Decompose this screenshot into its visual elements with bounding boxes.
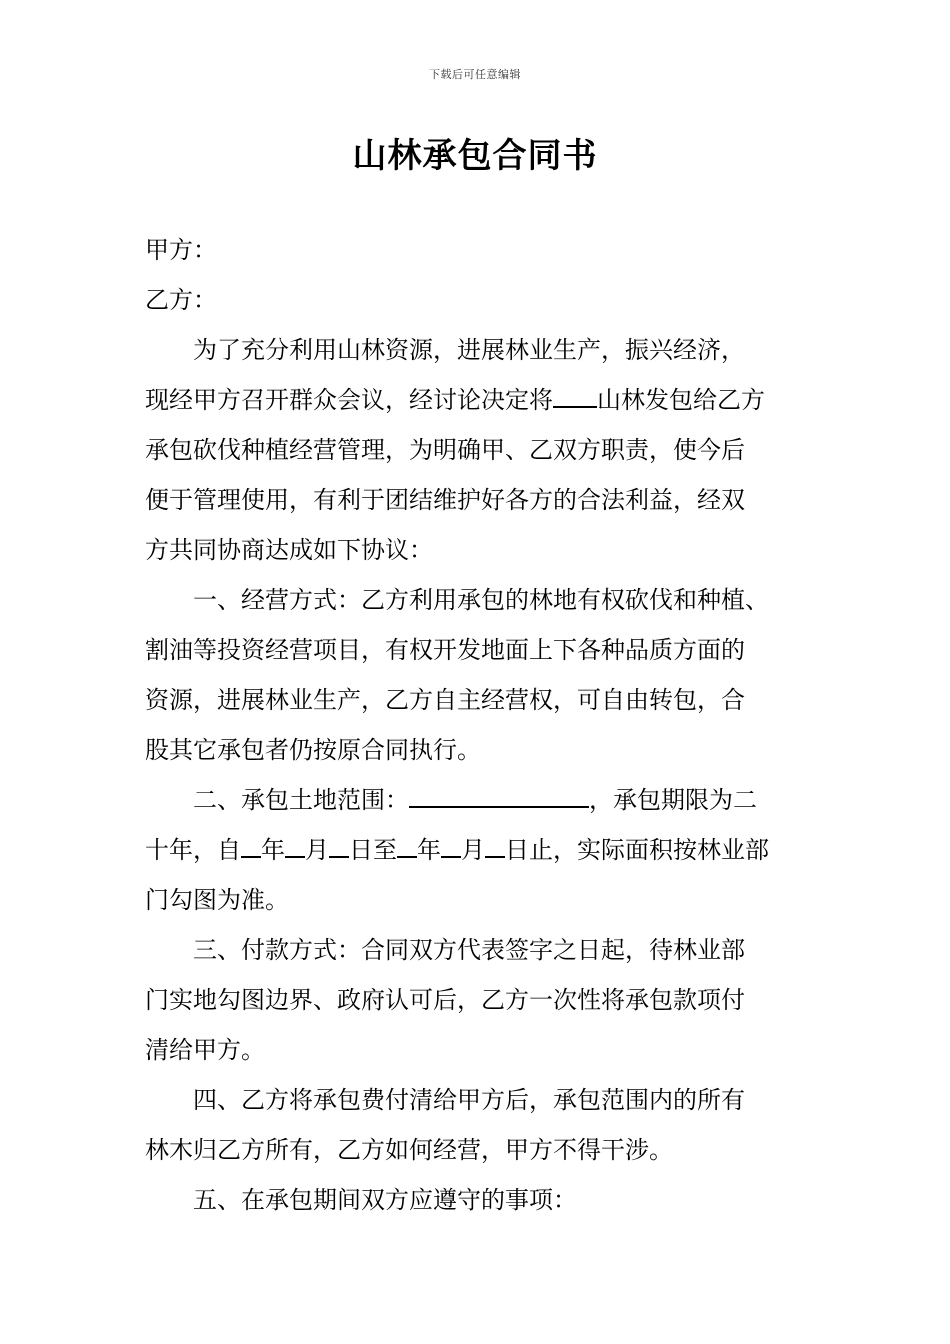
clause-2-text: 日止，实际面积按林业部 [505, 836, 769, 864]
clause-2-text: 日至 [349, 836, 397, 864]
header-note: 下载后可任意编辑 [429, 68, 521, 81]
intro-line [145, 375, 810, 425]
party-a-line: 甲方： [145, 236, 217, 264]
clause-2-text: 年 [261, 836, 285, 864]
clause-2-line [145, 825, 810, 875]
clause-3-line: 清给甲方。 [145, 1036, 265, 1064]
contract-body [145, 225, 810, 1225]
clause-3-line: 三、付款方式：合同双方代表签字之日起，待林业部 [193, 936, 745, 964]
mountain-name-blank [553, 384, 597, 408]
clause-1-line: 割油等投资经营项目，有权开发地面上下各种品质方面的 [145, 636, 745, 664]
clause-2-text: ，承包期限为二 [589, 786, 757, 814]
intro-line: 方共同协商达成如下协议： [145, 536, 433, 564]
clause-2-line: 门勾图为准。 [145, 886, 289, 914]
clause-2-line [145, 775, 810, 825]
clause-2-text: 十年，自 [145, 836, 241, 864]
clause-1-line: 一、经营方式：乙方利用承包的林地有权砍伐和种植、 [193, 586, 769, 614]
intro-text: 山林发包给乙方 [597, 386, 765, 414]
clause-2-text: 月 [461, 836, 485, 864]
clause-2-text: 年 [417, 836, 441, 864]
start-day-blank [329, 834, 349, 858]
start-year-blank [241, 834, 261, 858]
start-month-blank [285, 834, 305, 858]
clause-4-line: 四、乙方将承包费付清给甲方后，承包范围内的所有 [193, 1086, 745, 1114]
land-scope-blank [409, 784, 589, 808]
clause-4-line: 林木归乙方所有，乙方如何经营，甲方不得干涉。 [145, 1136, 673, 1164]
intro-line: 便于管理使用，有利于团结维护好各方的合法利益，经双 [145, 486, 745, 514]
document-title: 山林承包合同书 [352, 136, 598, 176]
intro-line: 为了充分利用山林资源，进展林业生产，振兴经济， [193, 336, 745, 364]
clause-2-text: 二、承包土地范围： [193, 786, 409, 814]
end-month-blank [441, 834, 461, 858]
clause-3-line: 门实地勾图边界、政府认可后，乙方一次性将承包款项付 [145, 986, 745, 1014]
clause-2-text: 月 [305, 836, 329, 864]
clause-1-line: 资源，进展林业生产，乙方自主经营权，可自由转包，合 [145, 686, 745, 714]
clause-1-line: 股其它承包者仍按原合同执行。 [145, 736, 481, 764]
intro-line: 承包砍伐种植经营管理，为明确甲、乙双方职责，使今后 [145, 436, 745, 464]
end-day-blank [485, 834, 505, 858]
end-year-blank [397, 834, 417, 858]
clause-5-line: 五、在承包期间双方应遵守的事项： [193, 1186, 577, 1214]
intro-text: 现经甲方召开群众会议，经讨论决定将 [145, 386, 553, 414]
party-b-line: 乙方： [145, 286, 217, 314]
